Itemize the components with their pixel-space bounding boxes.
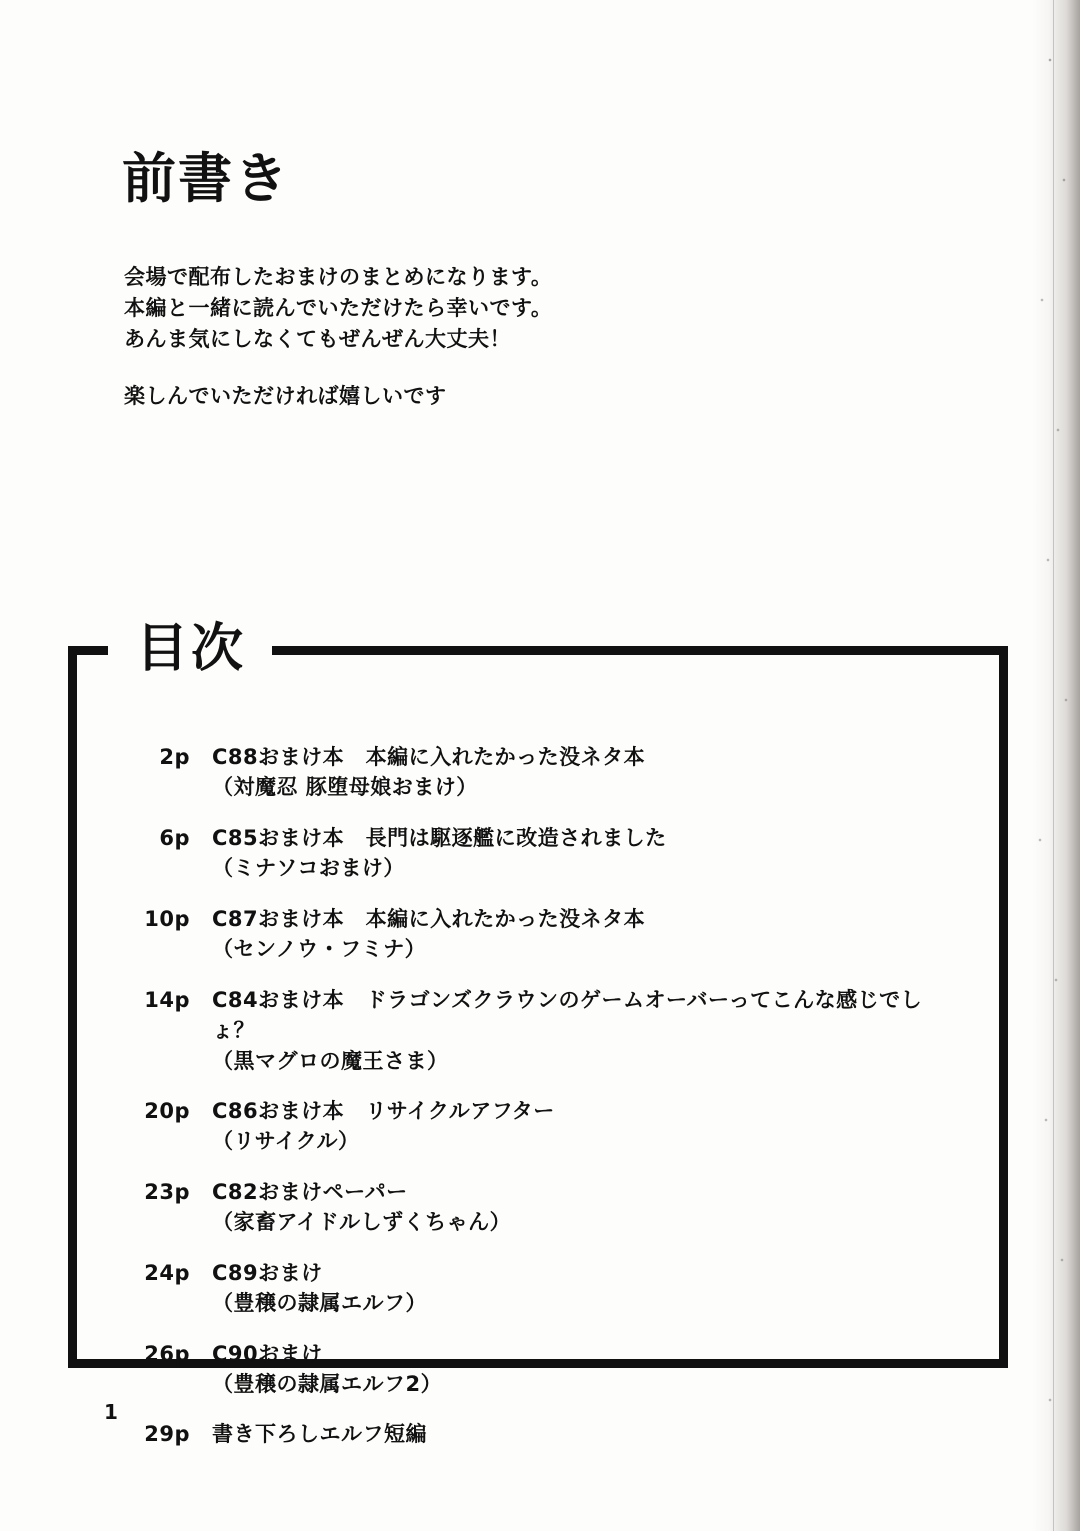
preface-line-3: あんま気にしなくてもぜんぜん大丈夫！ bbox=[124, 327, 511, 352]
toc-entry-title: C89おまけ bbox=[212, 1260, 323, 1285]
toc-entry-text bbox=[212, 1258, 427, 1319]
toc-entry-title: 書き下ろしエルフ短編 bbox=[212, 1422, 427, 1447]
toc-entry-title: C82おまけペーパー bbox=[212, 1179, 408, 1204]
toc-entry-text bbox=[212, 742, 645, 803]
toc-entry-page: 14p bbox=[144, 987, 190, 1012]
toc-entry-text bbox=[212, 1419, 427, 1449]
toc-entry-title: C87おまけ本 本編に入れたかった没ネタ本 bbox=[212, 906, 646, 931]
toc-entry-title: C84おまけ本 ドラゴンズクラウンのゲームオーバーってこんな感じでしょ？ bbox=[212, 987, 923, 1043]
toc-list bbox=[128, 742, 958, 1470]
toc-entry-page: 10p bbox=[144, 906, 190, 931]
toc-entry[interactable] bbox=[128, 985, 958, 1076]
toc-entry-subtitle: （リサイクル） bbox=[212, 1129, 360, 1154]
toc-entry[interactable] bbox=[128, 823, 958, 884]
toc-entry-page: 26p bbox=[144, 1341, 190, 1366]
preface-line-1: 会場で配布したおまけのまとめになります。 bbox=[124, 265, 553, 289]
toc-entry-page: 24p bbox=[144, 1260, 190, 1285]
preface-line-2: 本編と一緒に読んでいただけたら幸いです。 bbox=[124, 296, 553, 321]
toc-entry-page: 20p bbox=[144, 1098, 190, 1123]
toc-entry-text bbox=[212, 1096, 555, 1157]
toc-entry-subtitle: （センノウ・フミナ） bbox=[212, 937, 427, 962]
toc-entry-text bbox=[212, 823, 667, 884]
toc-entry-subtitle: （黒マグロの魔王さま） bbox=[212, 1048, 449, 1073]
toc-entry-text bbox=[212, 1339, 442, 1400]
toc-entry-title: C85おまけ本 長門は駆逐艦に改造されました bbox=[212, 825, 667, 850]
toc-entry[interactable] bbox=[128, 904, 958, 965]
toc-entry[interactable] bbox=[128, 742, 958, 803]
preface-line-4: 楽しんでいただければ嬉しいです bbox=[124, 384, 447, 409]
toc-entry-title: C88おまけ本 本編に入れたかった没ネタ本 bbox=[212, 745, 646, 769]
toc-entry-subtitle: （豊穣の隷属エルフ） bbox=[212, 1291, 427, 1316]
toc-entry-subtitle: （対魔忍 豚堕母娘おまけ） bbox=[212, 775, 478, 800]
toc-entry[interactable] bbox=[128, 1177, 958, 1238]
toc-entry-page: 29p bbox=[144, 1422, 190, 1447]
toc-entry-text bbox=[212, 1177, 511, 1238]
page-number: 1 bbox=[104, 1400, 118, 1424]
toc-entry-title: C90おまけ bbox=[212, 1341, 323, 1366]
toc-entry[interactable] bbox=[128, 1339, 958, 1400]
preface-heading: 前書き bbox=[122, 147, 290, 210]
toc-entry-title: C86おまけ本 リサイクルアフター bbox=[212, 1098, 555, 1123]
toc-entry[interactable] bbox=[128, 1258, 958, 1319]
toc-entry-subtitle: （豊穣の隷属エルフ2） bbox=[212, 1372, 443, 1396]
toc-entry[interactable] bbox=[128, 1096, 958, 1157]
toc-entry-page: 23p bbox=[144, 1179, 190, 1204]
toc-entry-subtitle: （家畜アイドルしずくちゃん） bbox=[212, 1210, 512, 1235]
toc-entry-text bbox=[212, 904, 645, 965]
toc-heading: 目次 bbox=[108, 617, 272, 681]
toc-entry[interactable] bbox=[128, 1419, 958, 1449]
toc-entry-page: 6p bbox=[159, 825, 190, 850]
preface-body bbox=[124, 262, 552, 412]
toc-entry-subtitle: （ミナソコおまけ） bbox=[212, 856, 405, 881]
toc-entry-text bbox=[212, 985, 958, 1076]
toc-entry-page: 2p bbox=[159, 745, 190, 769]
